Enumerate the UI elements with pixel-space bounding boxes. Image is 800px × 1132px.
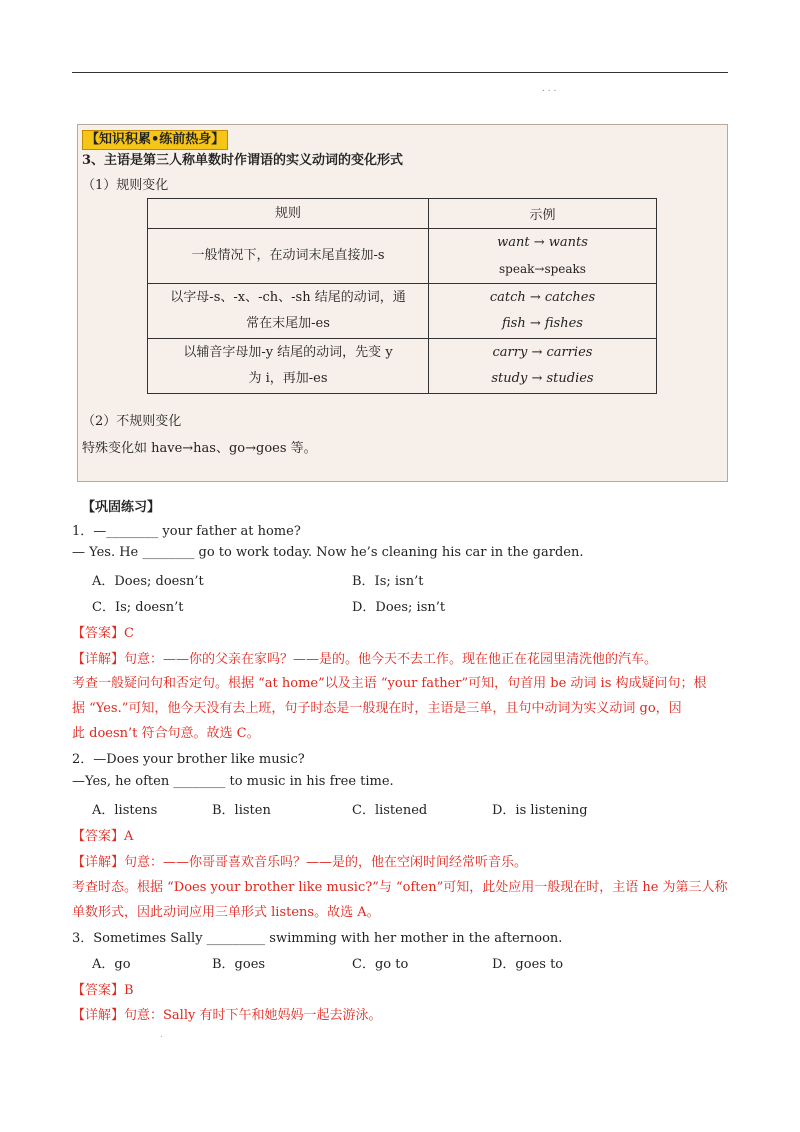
example-cell: [429, 339, 657, 394]
q1-stem-2: — Yes. He ________ go to work today. Now he’s cleaning his car in the garden.: [72, 545, 584, 560]
footer-dot: .: [160, 1030, 163, 1039]
q3-option-d: D．goes to: [492, 957, 564, 972]
q2-answer: 【答案】A: [72, 829, 134, 844]
q1-explanation: 考查一般疑问句和否定句。根据 “at home”以及主语 “your father”可知，句首用 be 动词 is 构成疑问句；根: [72, 676, 707, 691]
irregular-heading: （2）不规则变化: [82, 414, 182, 429]
q3-option-c: C．go to: [352, 957, 409, 972]
rule-text: 以字母-s、-x、-ch、-sh 结尾的动词，通: [170, 290, 406, 305]
q1-option-a: A．Does; doesn’t: [92, 574, 204, 589]
example-text: speak→speaks: [499, 262, 586, 276]
rule-text: 以辅音字母加-y 结尾的动词，先变 y: [183, 345, 393, 360]
q1-stem: 1．—________ your father at home?: [72, 524, 301, 539]
rule-text: 为 i，再加-es: [248, 371, 328, 386]
q1-option-d: D．Does; isn’t: [352, 600, 446, 615]
header-rule: [72, 72, 728, 73]
rule-table: [147, 198, 657, 394]
q1-explanation: 【详解】句意：——你的父亲在家吗？——是的。他今天不去工作。现在他正在花园里清洗他的汽车。: [72, 652, 658, 667]
rule-cell: [148, 284, 429, 339]
table-row: [148, 229, 657, 284]
q1-answer: 【答案】C: [72, 626, 134, 641]
example-text: carry → carries: [492, 345, 593, 360]
table-row: [148, 284, 657, 339]
example-text: fish → fishes: [502, 316, 583, 331]
q3-explanation: 【详解】句意：Sally 有时下午和她妈妈一起去游泳。: [72, 1008, 382, 1023]
irregular-text: 特殊变化如 have→has、go→goes 等。: [82, 441, 317, 456]
q2-explanation: 考查时态。根据 “Does your brother like music?”与 “often”可知，此处应用一般现在时，主语 he 为第三人称: [72, 880, 728, 895]
example-text: catch → catches: [489, 290, 596, 305]
q1-option-c: C．Is; doesn’t: [92, 600, 184, 615]
example-text: study → studies: [491, 371, 594, 386]
table-header-row: [148, 199, 657, 229]
example-cell: [429, 284, 657, 339]
example-text: want → wants: [497, 235, 588, 250]
q2-stem: 2．—Does your brother like music?: [72, 752, 305, 767]
knowledge-title: 3、主语是第三人称单数时作谓语的实义动词的变化形式: [82, 153, 404, 168]
practice-heading: 【巩固练习】: [82, 500, 161, 515]
q3-answer: 【答案】B: [72, 983, 134, 998]
rule-cell: [148, 229, 429, 284]
rule-text: 一般情况下，在动词末尾直接加-s: [191, 248, 385, 263]
q1-explanation: 据 “Yes.”可知，他今天没有去上班，句子时态是一般现在时，主语是三单，且句中动词为实义动词 go，因: [72, 701, 682, 716]
q2-option-c: C．listened: [352, 803, 428, 818]
header-rule-col: 规则: [148, 199, 429, 229]
q2-stem-2: —Yes, he often ________ to music in his free time.: [72, 774, 394, 789]
knowledge-tag: 【知识积累•练前热身】: [82, 130, 228, 150]
q2-explanation: 单数形式，因此动词应用三单形式 listens。故选 A。: [72, 905, 380, 920]
q2-explanation: 【详解】句意：——你哥哥喜欢音乐吗？——是的，他在空闲时间经常听音乐。: [72, 855, 528, 870]
q1-option-b: B．Is; isn’t: [352, 574, 424, 589]
margin-dots: . . .: [542, 84, 557, 94]
rule-text: 常在末尾加-es: [246, 316, 330, 331]
q3-option-a: A．go: [92, 957, 131, 972]
example-cell: [429, 229, 657, 284]
table-row: [148, 339, 657, 394]
q3-option-b: B．goes: [212, 957, 266, 972]
q3-stem: 3．Sometimes Sally _________ swimming with her mother in the afternoon.: [72, 931, 563, 946]
q1-explanation: 此 doesn’t 符合句意。故选 C。: [72, 726, 260, 741]
q2-option-a: A．listens: [92, 803, 158, 818]
q2-option-d: D．is listening: [492, 803, 588, 818]
q2-option-b: B．listen: [212, 803, 271, 818]
rule-cell: [148, 339, 429, 394]
regular-heading: （1）规则变化: [82, 178, 169, 193]
header-example-col: 示例: [429, 199, 657, 229]
